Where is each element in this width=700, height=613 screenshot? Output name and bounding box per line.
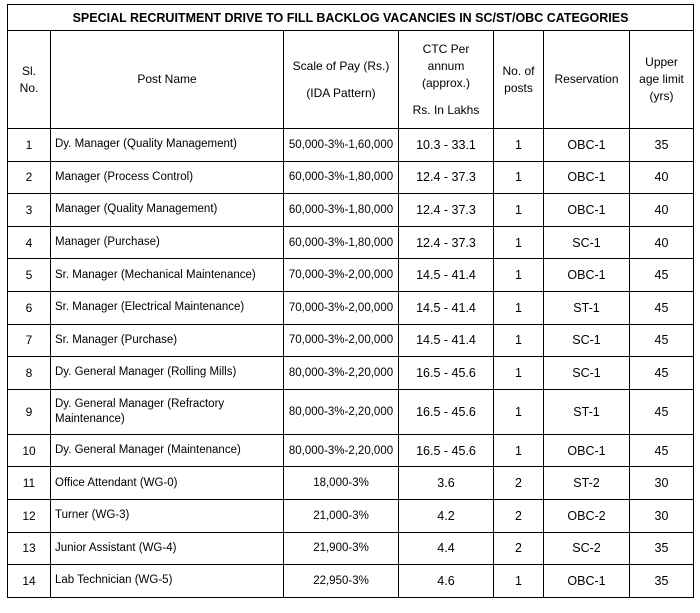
cell-upper-age: 45 <box>630 434 694 467</box>
header-scale-of-pay-label: Scale of Pay (Rs.) <box>292 58 390 73</box>
cell-sl-no: 11 <box>8 467 51 500</box>
cell-upper-age: 45 <box>630 324 694 357</box>
cell-ctc: 14.5 - 41.4 <box>399 324 494 357</box>
table-row <box>8 532 694 565</box>
cell-scale-of-pay: 70,000-3%-2,00,000 <box>284 259 399 292</box>
cell-post-name: Sr. Manager (Purchase) <box>51 324 284 357</box>
header-no-of-posts: No. of posts <box>494 31 544 129</box>
cell-post-name: Manager (Purchase) <box>51 226 284 259</box>
cell-scale-of-pay: 60,000-3%-1,80,000 <box>284 194 399 227</box>
vacancy-table-container <box>7 4 693 598</box>
header-ctc-sub: Rs. In Lakhs <box>412 102 480 117</box>
cell-no-of-posts: 1 <box>494 226 544 259</box>
cell-sl-no: 12 <box>8 499 51 532</box>
header-ctc <box>399 31 494 129</box>
header-post-name: Post Name <box>51 31 284 129</box>
cell-sl-no: 2 <box>8 161 51 194</box>
table-row <box>8 499 694 532</box>
vacancy-table <box>7 4 694 598</box>
cell-post-name: Sr. Manager (Electrical Maintenance) <box>51 291 284 324</box>
cell-reservation: SC-1 <box>544 357 630 390</box>
cell-ctc: 14.5 - 41.4 <box>399 291 494 324</box>
cell-reservation: SC-2 <box>544 532 630 565</box>
cell-ctc: 10.3 - 33.1 <box>399 129 494 162</box>
table-row <box>8 259 694 292</box>
table-row <box>8 467 694 500</box>
cell-reservation: OBC-1 <box>544 161 630 194</box>
cell-sl-no: 10 <box>8 434 51 467</box>
cell-post-name: Manager (Quality Management) <box>51 194 284 227</box>
cell-no-of-posts: 2 <box>494 532 544 565</box>
cell-upper-age: 30 <box>630 467 694 500</box>
cell-ctc: 16.5 - 45.6 <box>399 389 494 434</box>
cell-scale-of-pay: 21,900-3% <box>284 532 399 565</box>
cell-sl-no: 3 <box>8 194 51 227</box>
cell-no-of-posts: 1 <box>494 389 544 434</box>
cell-scale-of-pay: 60,000-3%-1,80,000 <box>284 161 399 194</box>
cell-post-name: Manager (Process Control) <box>51 161 284 194</box>
cell-reservation: SC-1 <box>544 324 630 357</box>
header-sl-no: Sl. No. <box>8 31 51 129</box>
cell-reservation: SC-1 <box>544 226 630 259</box>
cell-upper-age: 45 <box>630 291 694 324</box>
cell-reservation: OBC-1 <box>544 129 630 162</box>
cell-upper-age: 35 <box>630 129 694 162</box>
cell-reservation: ST-1 <box>544 389 630 434</box>
cell-no-of-posts: 2 <box>494 499 544 532</box>
table-row <box>8 434 694 467</box>
table-row <box>8 324 694 357</box>
table-row <box>8 291 694 324</box>
cell-sl-no: 13 <box>8 532 51 565</box>
cell-reservation: OBC-1 <box>544 194 630 227</box>
header-scale-of-pay-sub: (IDA Pattern) <box>306 85 376 100</box>
cell-upper-age: 45 <box>630 259 694 292</box>
cell-ctc: 4.6 <box>399 565 494 598</box>
cell-reservation: OBC-2 <box>544 499 630 532</box>
table-row <box>8 129 694 162</box>
cell-ctc: 12.4 - 37.3 <box>399 194 494 227</box>
cell-sl-no: 7 <box>8 324 51 357</box>
table-row <box>8 389 694 434</box>
cell-post-name: Sr. Manager (Mechanical Maintenance) <box>51 259 284 292</box>
cell-no-of-posts: 1 <box>494 434 544 467</box>
cell-upper-age: 35 <box>630 532 694 565</box>
table-row <box>8 357 694 390</box>
header-ctc-label: CTC Per annum (approx.) <box>421 41 471 90</box>
cell-ctc: 16.5 - 45.6 <box>399 357 494 390</box>
cell-post-name: Junior Assistant (WG-4) <box>51 532 284 565</box>
cell-upper-age: 35 <box>630 565 694 598</box>
cell-reservation: OBC-1 <box>544 259 630 292</box>
cell-reservation: ST-2 <box>544 467 630 500</box>
cell-sl-no: 1 <box>8 129 51 162</box>
cell-no-of-posts: 1 <box>494 357 544 390</box>
header-upper-age: Upper age limit (yrs) <box>630 31 694 129</box>
cell-upper-age: 45 <box>630 389 694 434</box>
cell-post-name: Dy. General Manager (Rolling Mills) <box>51 357 284 390</box>
cell-upper-age: 40 <box>630 226 694 259</box>
cell-scale-of-pay: 21,000-3% <box>284 499 399 532</box>
cell-ctc: 16.5 - 45.6 <box>399 434 494 467</box>
cell-reservation: ST-1 <box>544 291 630 324</box>
cell-ctc: 12.4 - 37.3 <box>399 226 494 259</box>
cell-no-of-posts: 1 <box>494 161 544 194</box>
cell-sl-no: 6 <box>8 291 51 324</box>
header-row <box>8 31 694 129</box>
cell-no-of-posts: 1 <box>494 565 544 598</box>
cell-no-of-posts: 1 <box>494 194 544 227</box>
cell-scale-of-pay: 70,000-3%-2,00,000 <box>284 324 399 357</box>
cell-sl-no: 5 <box>8 259 51 292</box>
cell-sl-no: 14 <box>8 565 51 598</box>
table-row <box>8 194 694 227</box>
cell-post-name: Dy. General Manager (Maintenance) <box>51 434 284 467</box>
header-reservation: Reservation <box>544 31 630 129</box>
cell-post-name: Turner (WG-3) <box>51 499 284 532</box>
cell-no-of-posts: 2 <box>494 467 544 500</box>
table-body <box>8 129 694 598</box>
table-row <box>8 161 694 194</box>
table-row <box>8 226 694 259</box>
cell-scale-of-pay: 18,000-3% <box>284 467 399 500</box>
cell-no-of-posts: 1 <box>494 259 544 292</box>
table-title: SPECIAL RECRUITMENT DRIVE TO FILL BACKLOG VACANCIES IN SC/ST/OBC CATEGORIES <box>8 5 694 31</box>
cell-reservation: OBC-1 <box>544 565 630 598</box>
cell-scale-of-pay: 80,000-3%-2,20,000 <box>284 434 399 467</box>
cell-scale-of-pay: 70,000-3%-2,00,000 <box>284 291 399 324</box>
cell-ctc: 14.5 - 41.4 <box>399 259 494 292</box>
cell-sl-no: 4 <box>8 226 51 259</box>
cell-scale-of-pay: 50,000-3%-1,60,000 <box>284 129 399 162</box>
cell-sl-no: 8 <box>8 357 51 390</box>
cell-ctc: 12.4 - 37.3 <box>399 161 494 194</box>
cell-ctc: 3.6 <box>399 467 494 500</box>
cell-scale-of-pay: 80,000-3%-2,20,000 <box>284 357 399 390</box>
cell-scale-of-pay: 80,000-3%-2,20,000 <box>284 389 399 434</box>
cell-sl-no: 9 <box>8 389 51 434</box>
cell-upper-age: 30 <box>630 499 694 532</box>
cell-post-name: Office Attendant (WG-0) <box>51 467 284 500</box>
cell-no-of-posts: 1 <box>494 324 544 357</box>
cell-upper-age: 40 <box>630 194 694 227</box>
cell-ctc: 4.4 <box>399 532 494 565</box>
cell-no-of-posts: 1 <box>494 129 544 162</box>
cell-post-name: Dy. Manager (Quality Management) <box>51 129 284 162</box>
cell-no-of-posts: 1 <box>494 291 544 324</box>
cell-scale-of-pay: 22,950-3% <box>284 565 399 598</box>
header-scale-of-pay <box>284 31 399 129</box>
cell-upper-age: 40 <box>630 161 694 194</box>
cell-scale-of-pay: 60,000-3%-1,80,000 <box>284 226 399 259</box>
cell-post-name: Dy. General Manager (Refractory Maintenance) <box>51 389 284 434</box>
cell-upper-age: 45 <box>630 357 694 390</box>
cell-post-name: Lab Technician (WG-5) <box>51 565 284 598</box>
table-row <box>8 565 694 598</box>
cell-reservation: OBC-1 <box>544 434 630 467</box>
cell-ctc: 4.2 <box>399 499 494 532</box>
